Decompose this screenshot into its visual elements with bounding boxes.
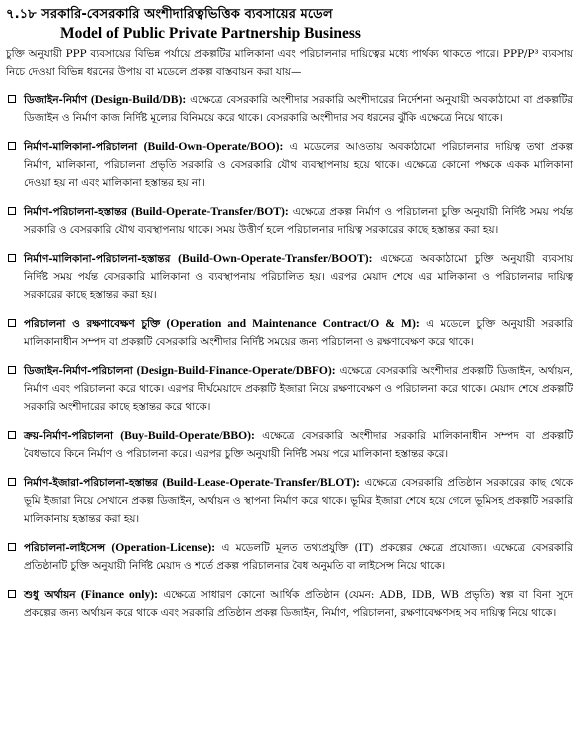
checkbox-bullet-icon bbox=[8, 366, 16, 374]
model-name: নির্মাণ-মালিকানা-পরিচালনা bbox=[24, 141, 138, 153]
checkbox-bullet-icon bbox=[8, 207, 16, 215]
model-english-name: (Design-Build-Finance-Operate/DBFO): bbox=[136, 364, 336, 377]
checkbox-bullet-icon bbox=[8, 254, 16, 262]
model-description: এ মডেলে চুক্তি অনুযায়ী সরকারি মালিকানাধীন সম্পদ বা প্রকল্পটি বেসরকারি অংশীদার নির্দিষ্ট সময়ের জন্য পরিচালনা ও রক্ষণাবেক্ষণ করে থাকে। bbox=[24, 318, 573, 348]
model-english-name: (Build-Operate-Transfer/BOT): bbox=[131, 205, 289, 218]
intro-paragraph: চুক্তি অনুযায়ী PPP ব্যবসায়ের বিভিন্ন পর্যায়ে প্রকল্পটির মালিকানা এবং পরিচালনার দায়িত্বের মধ্যে পার্থক্য থাকতে পারে। PPP/P³ ব্যবসায় নিচে দেওয়া বিভিন্ন ধরনের উপায় বা মডেলে প্রকল্প বাস্তবায়ন করা যায়— bbox=[6, 48, 573, 78]
model-description: এ মডেলটি মূলত তথ্যপ্রযুক্তি (IT) প্রকল্পের ক্ষেত্রে প্রযোজ্য। এক্ষেত্রে বেসরকারি প্রতিষ্ঠানটি চুক্তি অনুযায়ী নির্দিষ্ট মেয়াদ ও শর্তে প্রকল্প পরিচালনার বৈধ অনুমতি বা লাইসেন্স নিয়ে থাকে। bbox=[24, 542, 573, 572]
model-english-name: (Design-Build/DB): bbox=[90, 93, 187, 106]
model-description: এক্ষেত্রে বেসরকারি অংশীদার প্রকল্পটি ডিজাইন, অর্থায়ন, নির্মাণ এবং পরিচালনা করে থাকে। এরপর দীর্ঘমেয়াদে প্রকল্পটি ইজারা নিয়ে রক্ষণাবেক্ষণ ও পরিচালনা করে থাকে। মেয়াদ শেষে প্রকল্পটি সরকারি অংশীদারের কাছে হস্তান্তর করে থাকে। bbox=[24, 365, 573, 413]
model-item-dbfo bbox=[6, 362, 573, 416]
section-heading-bangla: ৭.১৮ সরকারি-বেসরকারি অংশীদারিত্বভিত্তিক ব্যবসায়ের মডেল bbox=[6, 7, 333, 22]
model-english-name: (Build-Own-Operate-Transfer/BOOT): bbox=[178, 252, 373, 265]
model-english-name: (Build-Lease-Operate-Transfer/BLOT): bbox=[162, 476, 360, 489]
model-english-name: (Buy-Build-Operate/BBO): bbox=[120, 429, 255, 442]
section-heading-english: Model of Public Private Partnership Business bbox=[60, 25, 361, 42]
model-description: এ মডেলের আওতায় অবকাঠামো পরিচালনার দায়িত্ব তথা প্রকল্প নির্মাণ, মালিকানা, পরিচালনা প্রভৃতি সরকারি ও বেসরকারি যৌথ ব্যবস্থাপনায় হয়ে থাকে। এক্ষেত্রে কোনো পক্ষকে একক মালিকানা দেওয়া হয় না এবং মালিকানা হস্তান্তর হয় না। bbox=[24, 141, 573, 189]
model-english-name: (Operation-License): bbox=[111, 541, 216, 554]
model-description: এক্ষেত্রে প্রকল্প নির্মাণ ও পরিচালনা চুক্তি অনুযায়ী নির্দিষ্ট সময় পর্যন্ত সরকারি ও বেসরকারি যৌথ ব্যবস্থাপনায় থাকে। সময় উত্তীর্ণ হলে পরিচালনার দায়িত্ব সরকারের কাছে হস্তান্তর করা হয়। bbox=[24, 206, 573, 236]
model-description: এক্ষেত্রে বেসরকারি প্রতিষ্ঠান সরকারের কাছ থেকে ভূমি ইজারা নিয়ে সেখানে প্রকল্প ডিজাইন, অর্থায়ন ও স্থাপনা নির্মাণ করে থাকে। ভূমির ইজারা শেষে হয়ে গেলে ভূমিসহ প্রকল্পটি সরকারি মালিকানায় হস্তান্তর করা হয়। bbox=[24, 477, 573, 525]
checkbox-bullet-icon bbox=[8, 431, 16, 439]
checkbox-bullet-icon bbox=[8, 543, 16, 551]
checkbox-bullet-icon bbox=[8, 142, 16, 150]
model-description: এক্ষেত্রে বেসরকারি অংশীদার সরকারি মালিকানাধীন সম্পদ বা প্রকল্পটি বৈধভাবে কিনে নির্মাণ ও পরিচালনা করে। এরপর চুক্তি অনুযায়ী নির্দিষ্ট সময় পরে মালিকানা হস্তান্তর করে। bbox=[24, 430, 573, 460]
model-description: এক্ষেত্রে অবকাঠামো চুক্তি অনুযায়ী ব্যবসায় নির্দিষ্ট সময় পর্যন্ত বেসরকারি মালিকানা ও ব্যবস্থাপনায় পরিচালিত হয়। এরপর মেয়াদ শেষে এর মালিকানা ও পরিচালনার দায়িত্ব সরকারের কাছে হস্তান্তর করা হয়। bbox=[24, 253, 573, 301]
checkbox-bullet-icon bbox=[8, 95, 16, 103]
model-item-om bbox=[6, 315, 573, 351]
model-item-boot bbox=[6, 250, 573, 304]
model-item-finance-only bbox=[6, 586, 573, 622]
model-item-bbo bbox=[6, 427, 573, 463]
checkbox-bullet-icon bbox=[8, 319, 16, 327]
model-item-db bbox=[6, 91, 573, 127]
model-name: নির্মাণ-ইজারা-পরিচালনা-হস্তান্তর bbox=[24, 477, 158, 489]
model-description: এক্ষেত্রে বেসরকারি অংশীদার সরকারি অংশীদারের নির্দেশনা অনুযায়ী অবকাঠামো বা প্রকল্পটির ডিজাইন ও নির্মাণ কাজ নির্দিষ্ট মূল্যের বিনিময়ে করে থাকে। বেসরকারি অংশীদার সব ধরনের ঝুঁকি এক্ষেত্রে নিয়ে থাকে। bbox=[24, 94, 573, 124]
model-name: ক্রয়-নির্মাণ-পরিচালনা bbox=[24, 430, 113, 442]
model-item-bot bbox=[6, 203, 573, 239]
model-name: শুধু অর্থায়ন bbox=[24, 589, 76, 601]
model-description: এক্ষেত্রে সাধারণ কোনো আর্থিক প্রতিষ্ঠান (যেমন: ADB, IDB, WB প্রভৃতি) স্বল্প বা বিনা সুদে প্রকল্পের জন্য অর্থায়ন করে থাকে এবং সরকারি প্রতিষ্ঠান প্রকল্প ডিজাইন, নির্মাণ, পরিচালনা, রক্ষণাবেক্ষণসহ সব দায়িত্ব নিয়ে থাকে। bbox=[24, 589, 573, 619]
checkbox-bullet-icon bbox=[8, 478, 16, 486]
model-name: ডিজাইন-নির্মাণ-পরিচালনা bbox=[24, 365, 133, 377]
model-item-operation-license bbox=[6, 539, 573, 575]
model-name: পরিচালনা ও রক্ষণাবেক্ষণ চুক্তি bbox=[24, 318, 161, 330]
model-english-name: (Build-Own-Operate/BOO): bbox=[143, 140, 284, 153]
checkbox-bullet-icon bbox=[8, 590, 16, 598]
model-item-blot bbox=[6, 474, 573, 528]
model-name: নির্মাণ-মালিকানা-পরিচালনা-হস্তান্তর bbox=[24, 253, 171, 265]
model-english-name: (Finance only): bbox=[80, 588, 158, 601]
model-name: ডিজাইন-নির্মাণ bbox=[24, 94, 88, 106]
model-name: পরিচালনা-লাইসেন্স bbox=[24, 542, 106, 554]
model-item-boo bbox=[6, 138, 573, 192]
model-name: নির্মাণ-পরিচালনা-হস্তান্তর bbox=[24, 206, 128, 218]
model-list bbox=[6, 91, 573, 622]
model-english-name: (Operation and Maintenance Contract/O & M): bbox=[166, 317, 420, 330]
